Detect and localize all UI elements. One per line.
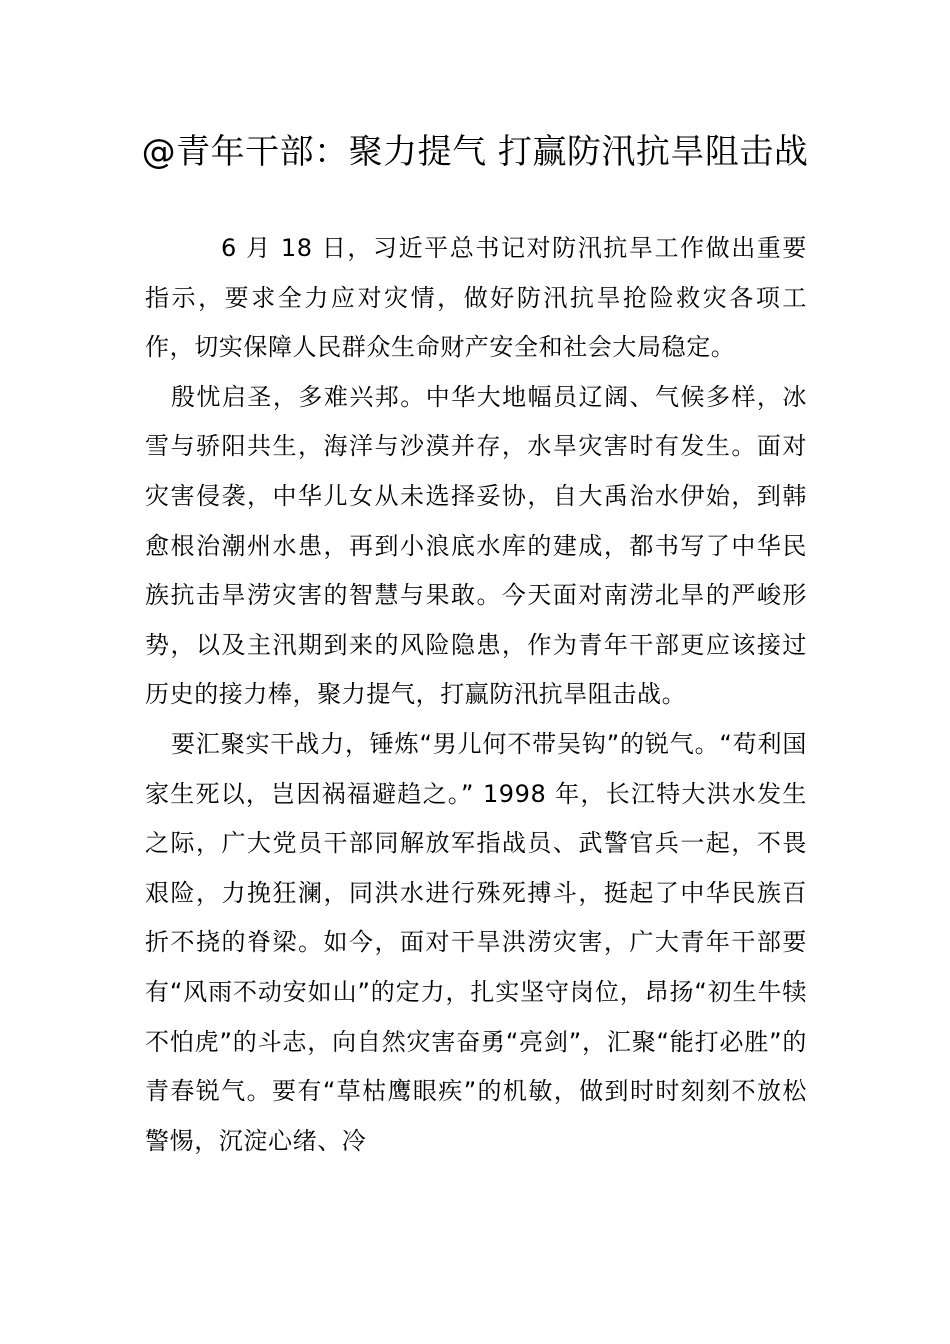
document-body [145, 224, 807, 1166]
paragraph: 6 月 18 日，习近平总书记对防汛抗旱工作做出重要指示，要求全力应对灾情，做好防汛抗旱抢险救灾各项工作，切实保障人民群众生命财产安全和社会大局稳定。 [145, 234, 807, 362]
paragraph: 殷忧启圣，多难兴邦。中华大地幅员辽阔、气候多样，冰雪与骄阳共生，海洋与沙漠并存，水旱灾害时有发生。面对灾害侵袭，中华儿女从未选择妥协，自大禹治水伊始，到韩愈根治潮州水患，再到小浪底水库的建成，都书写了中华民族抗击旱涝灾害的智慧与果敢。今天面对南涝北旱的严峻形势，以及主汛期到来的风险隐患，作为青年干部更应该接过历史的接力棒，聚力提气，打赢防汛抗旱阻击战。 [145, 382, 807, 709]
paragraph: 要汇聚实干战力，锤炼“男儿何不带吴钩”的锐气。“苟利国家生死以，岂因祸福避趋之。” 1998 年，长江特大洪水发生之际，广大党员干部同解放军指战员、武警官兵一起，不畏艰险，力挽狂澜，同洪水进行殊死搏斗，挺起了中华民族百折不挠的脊梁。如今，面对干旱洪涝灾害，广大青年干部要有“风雨不动安如山”的定力，扎实坚守岗位，昂扬“初生牛犊不怕虎”的斗志，向自然灾害奋勇“亮剑”，汇聚“能打必胜”的青春锐气。要有“草枯鹰眼疾”的机敏，做到时时刻刻不放松警惕，沉淀心绪、冷 [145, 729, 807, 1155]
document-title: @青年干部：聚力提气 打赢防汛抗旱阻击战 [141, 132, 809, 172]
